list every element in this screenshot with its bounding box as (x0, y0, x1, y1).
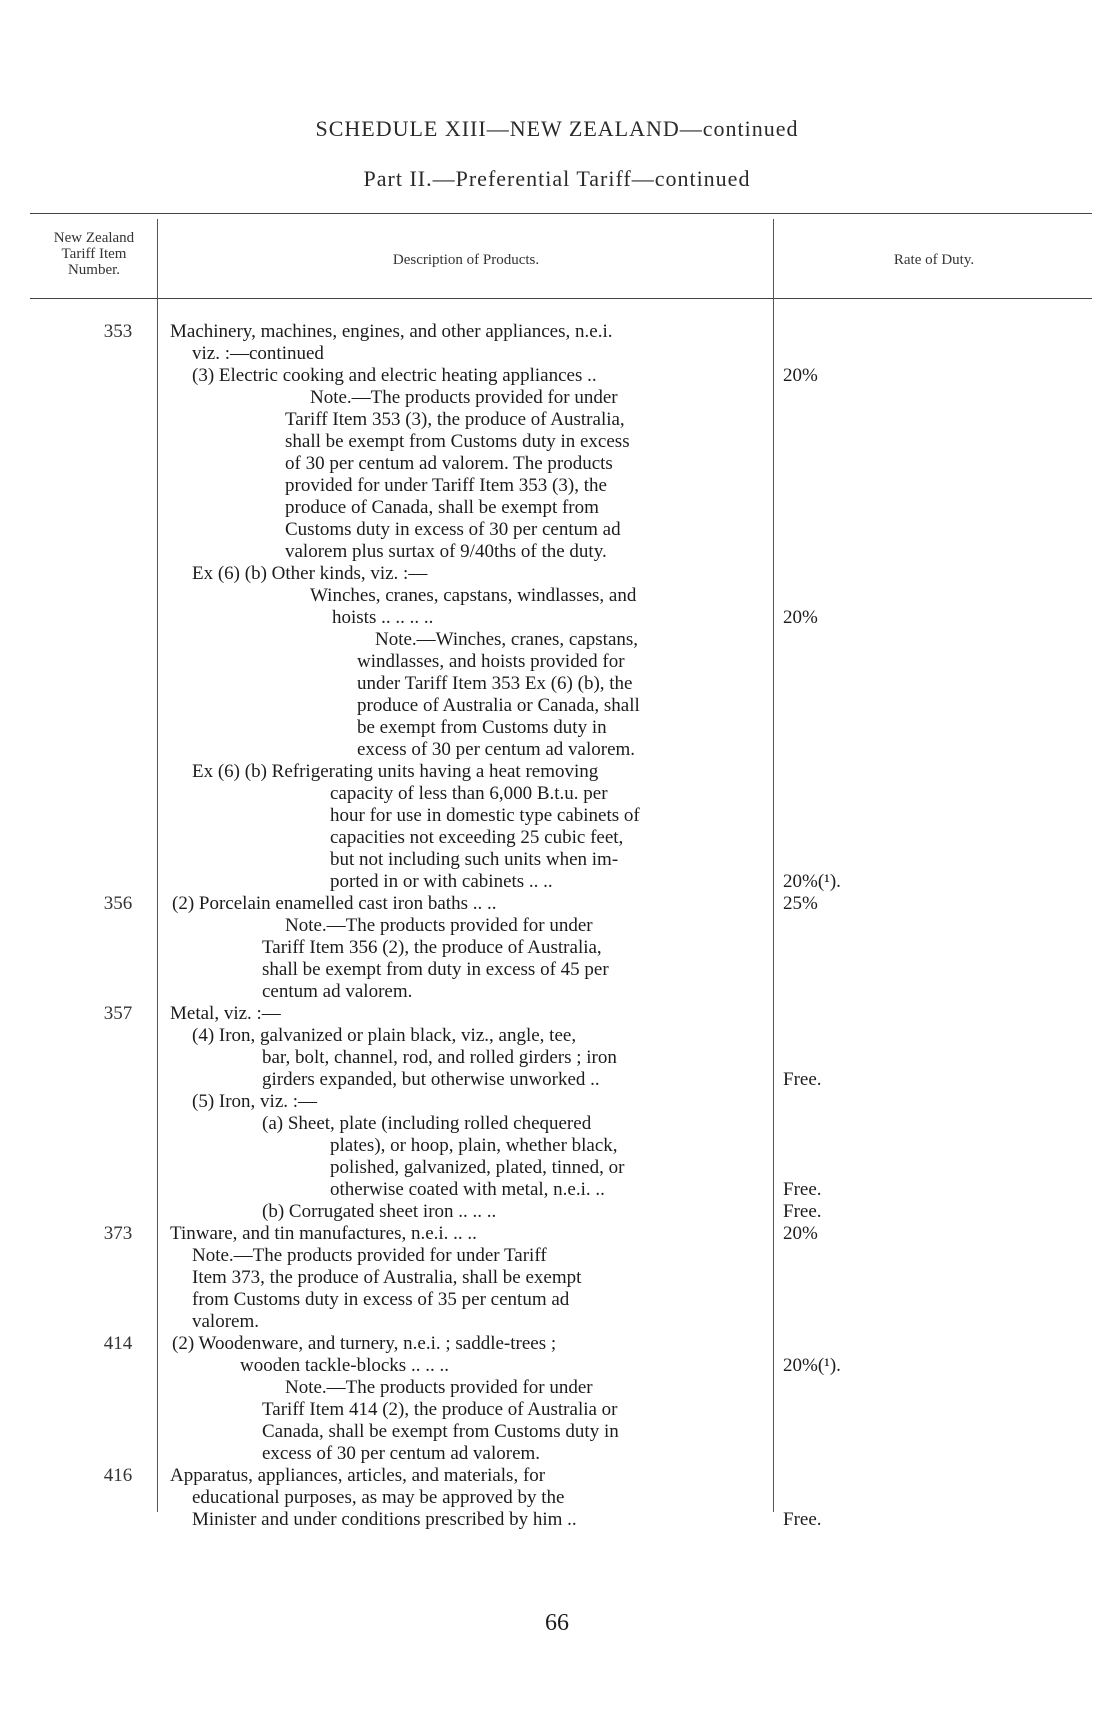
rate-of-duty: Free. (783, 1069, 822, 1090)
description-line: shall be exempt from duty in excess of 45 per (262, 959, 609, 980)
rate-of-duty: 20%(¹). (783, 871, 841, 892)
description-line: bar, bolt, channel, rod, and rolled girders ; iron (262, 1047, 617, 1068)
item-header-line: Number. (67, 262, 121, 278)
description-line: valorem. (192, 1311, 260, 1332)
header-top-rule (30, 213, 1092, 214)
tariff-item-number: 373 (103, 1223, 133, 1244)
description-line: capacity of less than 6,000 B.t.u. per (330, 783, 608, 804)
description-line: Apparatus, appliances, articles, and materials, for (170, 1465, 546, 1486)
item-column-header (30, 230, 158, 278)
description-line: otherwise coated with metal, n.e.i. .. (330, 1179, 605, 1200)
description-line: shall be exempt from Customs duty in excess (285, 431, 630, 452)
description-line: (2) Woodenware, and turnery, n.e.i. ; saddle-trees ; (172, 1333, 557, 1354)
description-line: Item 373, the produce of Australia, shall be exempt (192, 1267, 582, 1288)
item-header-line: New Zealand (53, 230, 135, 246)
description-line: Machinery, machines, engines, and other appliances, n.e.i. (170, 321, 613, 342)
tariff-item-number: 414 (103, 1333, 133, 1354)
rate-of-duty: 20%(¹). (783, 1355, 841, 1376)
description-line: Canada, shall be exempt from Customs duty in (262, 1421, 619, 1442)
rate-of-duty: Free. (783, 1179, 822, 1200)
description-line: Note.—The products provided for under (310, 387, 618, 408)
rate-column-header: Rate of Duty. (893, 252, 975, 268)
rate-of-duty: 20% (783, 607, 818, 628)
description-line: excess of 30 per centum ad valorem. (262, 1443, 541, 1464)
description-line: Minister and under conditions prescribed by him .. (192, 1509, 577, 1530)
description-line: centum ad valorem. (262, 981, 413, 1002)
description-line: Metal, viz. :— (170, 1003, 281, 1024)
rate-column-divider (773, 219, 774, 1512)
part-title: Part II.—Preferential Tariff—continued (363, 166, 751, 191)
description-line: ported in or with cabinets .. .. (330, 871, 553, 892)
schedule-title: SCHEDULE XIII—NEW ZEALAND—continued (315, 116, 799, 141)
description-line: Ex (6) (b) Other kinds, viz. :— (192, 563, 428, 584)
tariff-item-number: 356 (103, 893, 133, 914)
tariff-item-number: 416 (103, 1465, 133, 1486)
item-column-divider (157, 219, 158, 1512)
description-line: wooden tackle-blocks .. .. .. (240, 1355, 449, 1376)
description-line: (5) Iron, viz. :— (192, 1091, 318, 1112)
description-line: (a) Sheet, plate (including rolled chequered (262, 1113, 592, 1134)
description-line: of 30 per centum ad valorem. The products (285, 453, 613, 474)
description-line: produce of Australia or Canada, shall (357, 695, 640, 716)
description-line: Tariff Item 356 (2), the produce of Australia, (262, 937, 602, 958)
description-line: produce of Canada, shall be exempt from (285, 497, 599, 518)
description-line: Note.—The products provided for under (285, 1377, 593, 1398)
description-line: Tariff Item 353 (3), the produce of Australia, (285, 409, 625, 430)
description-line: Tinware, and tin manufactures, n.e.i. .. .. (170, 1223, 477, 1244)
description-line: under Tariff Item 353 Ex (6) (b), the (357, 673, 633, 694)
rate-of-duty: Free. (783, 1201, 822, 1222)
description-line: (4) Iron, galvanized or plain black, viz., angle, tee, (192, 1025, 577, 1046)
description-line: Ex (6) (b) Refrigerating units having a heat removing (192, 761, 599, 782)
description-column-header: Description of Products. (392, 252, 540, 268)
rate-of-duty: 20% (783, 365, 818, 386)
description-line: hoists .. .. .. .. (332, 607, 434, 628)
description-line: hour for use in domestic type cabinets of (330, 805, 640, 826)
description-line: (2) Porcelain enamelled cast iron baths .. .. (172, 893, 497, 914)
item-header-line: Tariff Item (61, 246, 127, 262)
page-number: 66 (545, 1610, 569, 1636)
description-line: but not including such units when im- (330, 849, 619, 870)
header-bottom-rule (30, 298, 1092, 299)
rate-of-duty: 20% (783, 1223, 818, 1244)
description-line: Note.—Winches, cranes, capstans, (375, 629, 639, 650)
description-line: Winches, cranes, capstans, windlasses, and (310, 585, 637, 606)
tariff-item-number: 357 (103, 1003, 133, 1024)
description-line: Customs duty in excess of 30 per centum ad (285, 519, 621, 540)
description-line: polished, galvanized, plated, tinned, or (330, 1157, 625, 1178)
tariff-item-number: 353 (103, 321, 133, 342)
description-line: from Customs duty in excess of 35 per centum ad (192, 1289, 570, 1310)
description-line: viz. :—continued (192, 343, 324, 364)
rate-of-duty: 25% (783, 893, 818, 914)
description-line: plates), or hoop, plain, whether black, (330, 1135, 618, 1156)
description-line: (3) Electric cooking and electric heating appliances .. (192, 365, 597, 386)
description-line: girders expanded, but otherwise unworked .. (262, 1069, 600, 1090)
description-line: be exempt from Customs duty in (357, 717, 607, 738)
description-line: valorem plus surtax of 9/40ths of the duty. (285, 541, 607, 562)
description-line: Tariff Item 414 (2), the produce of Australia or (262, 1399, 618, 1420)
rate-of-duty: Free. (783, 1509, 822, 1530)
description-line: Note.—The products provided for under (285, 915, 593, 936)
description-line: provided for under Tariff Item 353 (3), the (285, 475, 607, 496)
description-line: capacities not exceeding 25 cubic feet, (330, 827, 624, 848)
description-line: (b) Corrugated sheet iron .. .. .. (262, 1201, 497, 1222)
description-line: Note.—The products provided for under Tariff (192, 1245, 547, 1266)
description-line: excess of 30 per centum ad valorem. (357, 739, 636, 760)
description-line: windlasses, and hoists provided for (357, 651, 625, 672)
description-line: educational purposes, as may be approved by the (192, 1487, 565, 1508)
